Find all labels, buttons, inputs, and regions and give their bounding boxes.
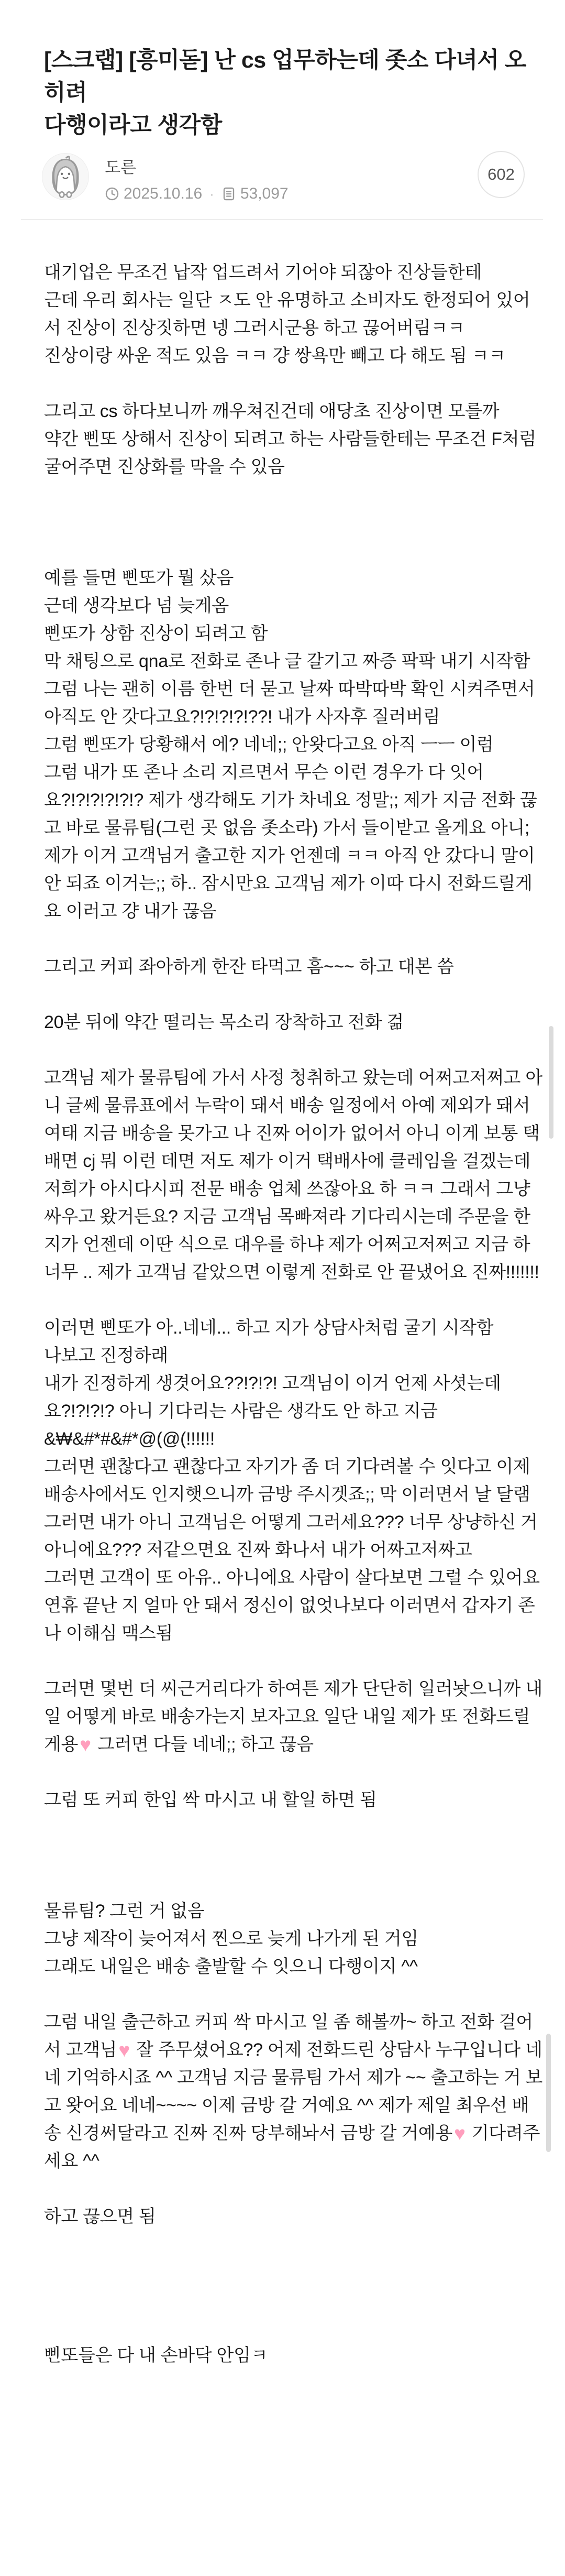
text-line: 진상이랑 싸운 적도 있음 ㅋㅋ 걍 쌍욕만 빼고 다 해도 됨 ㅋㅋ	[44, 346, 506, 366]
text-line: [스크랩] [흥미돋] 난 cs 업무하는데 좃소 다녀서 오히려	[44, 48, 526, 105]
text-line: 하고 끊으면 됨	[44, 2207, 156, 2226]
blank-line	[44, 2231, 543, 2258]
author-row	[44, 153, 543, 201]
text-line: 그럼 내일 출근하고 커피 싹 마시고 일 좀 해볼까~ 하고 전화 걸어서 고객님♥ 잘 주무셨어요?? 어제 전화드린 상담사 누구입니다 네네 기억하시죠 ^^ 고객님 지금 물류팀 가서 제가 ~~ 출고하는 거 보고 왓어요 네네~~~~ 이제 금방 갈 거예요 ^^ 제가 제일 최우선 배송 신경써달라고 진짜 진짜 당부해놔서 금방 갈 거예용♥ 기다려주세요 ^^	[44, 2012, 543, 2171]
blank-line	[44, 481, 543, 509]
blank-line	[44, 2258, 543, 2286]
text-line: 그리고 커피 좌아하게 한잔 타먹고 흠~~~ 하고 대본 씀	[44, 957, 454, 977]
pink-heart-emoji: ♥	[454, 2123, 466, 2144]
blank-line	[44, 1981, 543, 2009]
blank-line	[44, 1036, 543, 1064]
text-line: 삔또가 상함 진상이 되려고 함	[44, 624, 268, 643]
text-line: 그럼 나는 괜히 이름 한번 더 묻고 날짜 따박따박 확인 시켜주면서	[44, 679, 535, 699]
text-line: 나보고 진정하래	[44, 1346, 168, 1366]
text-line: 그냥 제작이 늦어져서 찐으로 늦게 나가게 된 거임	[44, 1929, 418, 1949]
text-line: 대기업은 무조건 납작 업드려서 기어야 되잖아 진상들한테	[44, 263, 482, 282]
text-line: 삔또들은 다 내 손바닥 안임ㅋ	[44, 2345, 268, 2365]
text-line: 그러면 몇번 더 씨근거리다가 하여튼 제가 단단히 일러놧으니까 내일 어떻게 바로 배송가는지 보자고요 일단 내일 제가 또 전화드릴게용♥ 그러면 다들 네네;; 하고 끊음	[44, 1679, 542, 1755]
blank-line	[44, 2175, 543, 2203]
text-line: 그럼 또 커피 한입 싹 마시고 내 할일 하면 됨	[44, 1790, 377, 1810]
blank-line	[44, 1870, 543, 1897]
text-line: 20분 뒤에 약간 떨리는 목소리 장착하고 전화 걺	[44, 1012, 404, 1032]
page-title	[44, 44, 543, 141]
text-line: 그럼 내가 또 존나 소리 지르면서 무슨 이런 경우가 다 잇어요?!?!?!?!?!? 제가 생각해도 기가 차네요 정말;; 제가 지금 전화 끊고 바로 물류팀(그런 곳 없음 좃소라) 가서 들이받고 올게요 아니; 제가 이거 고객님거 출고한 지가 언젠데 ㅋㅋ 아직 안 갔다니 말이 안 되죠 이거는;; 하.. 잠시만요 고객님 제가 이따 다시 전화드릴게요 이러고 걍 내가 끊음	[44, 762, 537, 921]
post-header	[0, 0, 565, 220]
blank-line	[44, 2314, 543, 2342]
blank-line	[44, 2286, 543, 2314]
blank-line	[44, 537, 543, 564]
view-count-icon	[221, 187, 236, 201]
pink-heart-emoji: ♥	[80, 1734, 91, 1755]
text-line: 고객님 제가 물류팀에 가서 사정 청취하고 왔는데 어쩌고저쩌고 아니 글쎄 물류표에서 누락이 돼서 배송 일정에서 아예 제외가 돼서 여태 지금 배송을 못가고 나 진짜 어이가 없어서 아니 이게 보통 택배면 cj 뭐 이런 데면 저도 제가 이거 택배사에 클레임을 걸겠는데 저희가 아시다시피 전문 배송 업체 쓰잖아요 하 ㅋㅋ 그래서 그냥 싸우고 왔거든요? 지금 고객님 목빠져라 기다리시는데 주문을 한 지가 언젠데 이딴 식으로 대우를 하냐 제가 어쩌고저쩌고 지금 하 너무 .. 제가 고객님 같았으면 이렇게 전화로 안 끝냈어요 진짜!!!!!!!	[44, 1068, 542, 1282]
blank-line	[44, 1842, 543, 1870]
blank-line	[44, 1814, 543, 1842]
post-meta	[105, 185, 289, 203]
blank-line	[44, 509, 543, 537]
scrollbar-thumb[interactable]	[549, 1026, 553, 1139]
text-line: 약간 삔또 상해서 진상이 되려고 하는 사람들한테는 무조건 F처럼 굴어주면 진상화를 막을 수 있음	[44, 429, 536, 477]
meta-separator-dot: ·	[209, 185, 214, 202]
avatar[interactable]	[42, 153, 89, 200]
text-line: 근데 생각보다 넘 늦게옴	[44, 596, 229, 616]
text-line: 내가 진정하게 생겻어요??!?!?! 고객님이 이거 언제 사셧는데요?!?!?!? 아니 기다리는 사람은 생각도 안 하고 지금 &₩&#*#&#*@(@(!!!!!!	[44, 1373, 501, 1449]
post-date: 2025.10.16	[124, 185, 203, 202]
blank-line	[44, 925, 543, 953]
text-line: 그래도 내일은 배송 출발할 수 잇으니 다행이지 ^^	[44, 1957, 418, 1977]
text-line: 근데 우리 회사는 일단 ㅈ도 안 유명하고 소비자도 한정되어 있어서 진상이 진상짓하면 넹 그러시군용 하고 끊어버림ㅋㅋ	[44, 290, 530, 338]
text-line: 막 채팅으로 qna로 전화로 존나 글 갈기고 짜증 팍팍 내기 시작함	[44, 651, 530, 671]
text-line: 예를 들면 삔또가 뭘 샀음	[44, 568, 234, 588]
text-line: 그럼 삔또가 당황해서 에? 네네;; 안왓다고요 아직 ㅡㅡ 이럼	[44, 735, 494, 755]
text-line: 그러면 괜찮다고 괜찮다고 자기가 좀 더 기다려볼 수 잇다고 이제 배송사에서도 인지햇으니까 금방 주시겟죠;; 막 이러면서 날 달램	[44, 1457, 530, 1504]
pink-heart-emoji: ♥	[118, 2039, 130, 2061]
text-line: 다행이라고 생각함	[44, 113, 222, 138]
comment-count: 602	[488, 165, 515, 183]
blank-line	[44, 370, 543, 398]
blank-line	[44, 1759, 543, 1786]
author-info	[105, 154, 289, 203]
text-line: 물류팀? 그런 거 없음	[44, 1901, 205, 1921]
blank-line	[44, 1647, 543, 1675]
blank-line	[44, 1286, 543, 1314]
post-body	[0, 220, 565, 2370]
text-line: 그러면 고객이 또 아유.. 아니에요 사람이 살다보면 그럴 수 있어요 연휴 끝난 지 얼마 안 돼서 정신이 없엇나보다 이러면서 갑자기 존나 이해심 맥스됨	[44, 1568, 540, 1643]
blank-line	[44, 981, 543, 1009]
text-line: 그리고 cs 하다보니까 깨우쳐진건데 애당초 진상이면 모를까	[44, 401, 500, 421]
penguin-avatar-icon	[43, 154, 88, 199]
scrollbar-thumb[interactable]	[546, 2034, 551, 2152]
text-line: 그러면 내가 아니 고객님은 어떻게 그러세요??? 너무 상냥하신 거 아니에요??? 저같으면요 진짜 화나서 내가 어짜고저짜고	[44, 1512, 538, 1560]
text-line: 아직도 안 갓다고요?!?!?!?!??! 내가 사자후 질러버림	[44, 707, 440, 727]
comment-count-badge[interactable]	[478, 151, 525, 198]
text-line: 이러면 삔또가 아..네네... 하고 지가 상담사처럼 굴기 시작함	[44, 1318, 494, 1338]
clock-icon	[105, 187, 119, 201]
view-count: 53,097	[240, 185, 289, 202]
author-name[interactable]: 도른	[105, 158, 136, 177]
